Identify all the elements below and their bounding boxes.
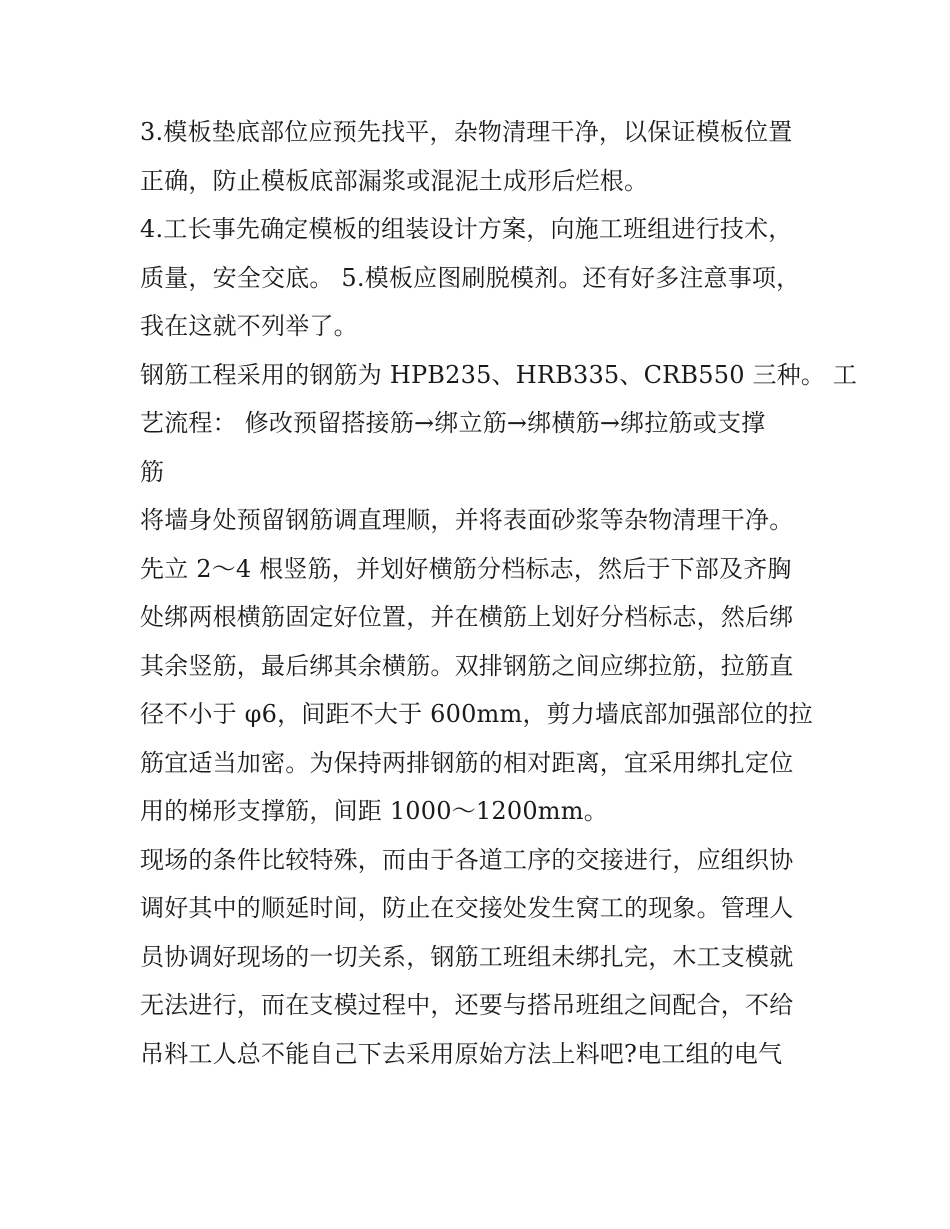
text-line: 我在这就不列举了。	[140, 312, 358, 340]
text-line: 筋	[140, 457, 165, 486]
text-line: 现场的条件比较特殊，而由于各道工序的交接进行，应组织协	[140, 845, 794, 874]
text-line: 吊料工人总不能自己下去采用原始方法上料吧?电工组的电气	[140, 1039, 783, 1068]
text-line: 3.模板垫底部位应预先找平，杂物清理干净，以保证模板位置	[140, 118, 793, 146]
text-line: 处绑两根横筋固定好位置，并在横筋上划好分档标志，然后绑	[140, 603, 794, 631]
text-line: 调好其中的顺延时间，防止在交接处发生窝工的现象。管理人	[140, 894, 794, 922]
text-line: 将墙身处预留钢筋调直理顺，并将表面砂浆等杂物清理干净。	[140, 506, 794, 534]
text-line: 质量，安全交底。 5.模板应图刷脱模剂。还有好多注意事项，	[140, 263, 801, 292]
text-line: 正确，防止模板底部漏浆或混泥土成形后烂根。	[140, 166, 649, 195]
body-text	[140, 108, 858, 1078]
text-line: 艺流程： 修改预留搭接筋→绑立筋→绑横筋→绑拉筋或支撑	[140, 409, 766, 437]
text-line: 其余竖筋，最后绑其余横筋。双排钢筋之间应绑拉筋，拉筋直	[140, 651, 794, 680]
text-line: 用的梯形支撑筋，间距 1000～1200mm。	[140, 797, 608, 825]
text-line: 先立 2～4 根竖筋，并划好横筋分档标志，然后于下部及齐胸	[140, 554, 792, 583]
text-line: 员协调好现场的一切关系，钢筋工班组未绑扎完，木工支模就	[140, 942, 794, 971]
text-line: 无法进行，而在支模过程中，还要与搭吊班组之间配合，不给	[140, 991, 794, 1019]
text-line: 筋宜适当加密。为保持两排钢筋的相对距离，宜采用绑扎定位	[140, 748, 794, 777]
text-line: 4.工长事先确定模板的组装设计方案，向施工班组进行技术，	[140, 215, 793, 243]
text-line: 径不小于 φ6，间距不大于 600mm，剪力墙底部加强部位的拉	[140, 700, 813, 728]
text-line: 钢筋工程采用的钢筋为 HPB235、HRB335、CRB550 三种。 工	[140, 360, 858, 389]
